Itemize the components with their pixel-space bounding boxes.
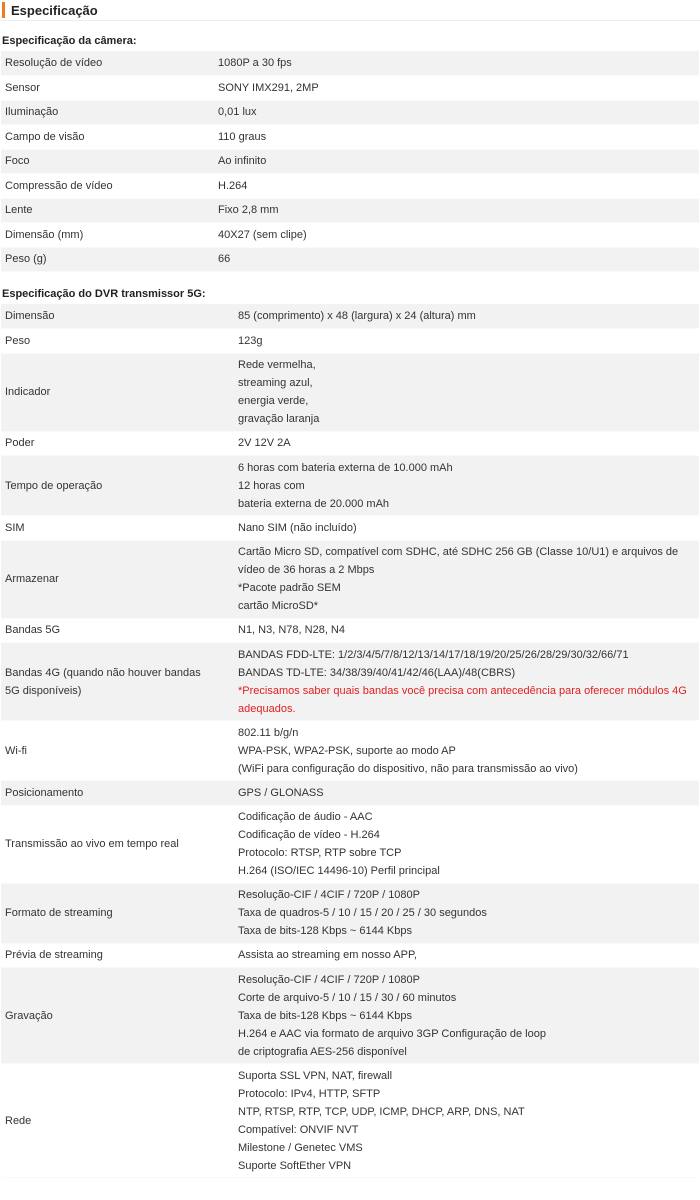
table-row bbox=[1, 943, 699, 968]
spec-value-line: BANDAS TD-LTE: 34/38/39/40/41/42/46(LAA)/48(CBRS) bbox=[238, 666, 516, 679]
spec-value: 1080P a 30 fps bbox=[210, 51, 699, 76]
spec-value-line: Suporte SoftEther VPN bbox=[238, 1159, 352, 1172]
spec-value-line: gravação laranja bbox=[238, 413, 320, 425]
spec-value: 110 graus bbox=[210, 125, 699, 150]
table-row bbox=[1, 883, 699, 943]
spec-value-line: Nano SIM (não incluído) bbox=[238, 521, 357, 534]
spec-value-line: N1, N3, N78, N28, N4 bbox=[238, 624, 345, 637]
spec-value-line: streaming azul, bbox=[238, 377, 313, 389]
spec-label: Dimensão bbox=[1, 304, 230, 329]
spec-value: 0,01 lux bbox=[210, 100, 699, 125]
table-row bbox=[1, 100, 699, 125]
spec-value-line: Cartão Micro SD, compatível com SDHC, até SDHC 256 GB (Classe 10/U1) e arquivos de bbox=[238, 546, 679, 558]
table-row bbox=[1, 781, 699, 806]
spec-value bbox=[230, 805, 699, 883]
spec-value bbox=[230, 618, 699, 643]
table-row bbox=[1, 353, 699, 431]
spec-value-line: bateria externa de 20.000 mAh bbox=[238, 497, 390, 510]
spec-value-line: Suporta SSL VPN, NAT, firewall bbox=[238, 1069, 393, 1082]
spec-value-line: 85 (comprimento) x 48 (largura) x 24 (altura) mm bbox=[238, 310, 476, 322]
table-row bbox=[1, 968, 699, 1064]
spec-value-line: WPA-PSK, WPA2-PSK, suporte ao modo AP bbox=[238, 744, 456, 757]
table-row bbox=[1, 618, 699, 643]
spec-label: Foco bbox=[1, 149, 210, 174]
spec-value-line: Milestone / Genetec VMS bbox=[238, 1141, 363, 1154]
spec-value-line: cartão MicroSD* bbox=[238, 600, 319, 612]
spec-value bbox=[230, 353, 699, 431]
table-row bbox=[1, 76, 699, 101]
table-row bbox=[1, 329, 699, 354]
spec-value bbox=[230, 540, 699, 618]
spec-label: Iluminação bbox=[1, 100, 210, 125]
dvr-spec-table bbox=[1, 304, 699, 1178]
spec-value-line: Compatível: ONVIF NVT bbox=[238, 1123, 359, 1136]
camera-spec-table bbox=[1, 51, 699, 272]
spec-value-line: Assista ao streaming em nosso APP, bbox=[238, 949, 417, 962]
spec-value bbox=[230, 781, 699, 806]
spec-value-line: H.264 e AAC via formato de arquivo 3GP Configuração de loop bbox=[238, 1027, 546, 1040]
spec-value bbox=[230, 721, 699, 781]
table-row bbox=[1, 223, 699, 248]
spec-value bbox=[230, 883, 699, 943]
table-row bbox=[1, 721, 699, 781]
spec-value-line: Taxa de bits-128 Kbps ~ 6144 Kbps bbox=[238, 925, 412, 937]
spec-value bbox=[230, 968, 699, 1064]
spec-value-line: energia verde, bbox=[238, 395, 309, 407]
spec-value: H.264 bbox=[210, 174, 699, 199]
spec-label: Compressão de vídeo bbox=[1, 174, 210, 199]
title-accent-bar bbox=[2, 2, 5, 18]
spec-value-line: 12 horas com bbox=[238, 479, 305, 492]
spec-label: Dimensão (mm) bbox=[1, 223, 210, 248]
spec-value-line: *Pacote padrão SEM bbox=[238, 582, 341, 594]
spec-label: Peso (g) bbox=[1, 247, 210, 272]
table-row bbox=[1, 174, 699, 199]
spec-label: Gravação bbox=[1, 968, 230, 1064]
spec-value: 40X27 (sem clipe) bbox=[210, 223, 699, 248]
spec-value-line: Resolução-CIF / 4CIF / 720P / 1080P bbox=[238, 973, 420, 986]
spec-value-line: Corte de arquivo-5 / 10 / 15 / 30 / 60 minutos bbox=[238, 991, 457, 1004]
spec-label: Resolução de vídeo bbox=[1, 51, 210, 76]
table-row bbox=[1, 805, 699, 883]
spec-value: Ao infinito bbox=[210, 149, 699, 174]
spec-value-line: Codificação de vídeo - H.264 bbox=[238, 829, 380, 841]
table-row bbox=[1, 149, 699, 174]
table-row bbox=[1, 1064, 699, 1178]
spec-label: SIM bbox=[1, 516, 230, 541]
spec-value-line: Protocolo: IPv4, HTTP, SFTP bbox=[238, 1087, 381, 1100]
table-row bbox=[1, 247, 699, 272]
spec-value: Fixo 2,8 mm bbox=[210, 198, 699, 223]
spec-value bbox=[230, 456, 699, 516]
spec-label: Prévia de streaming bbox=[1, 943, 230, 968]
spec-value-line: Rede vermelha, bbox=[238, 359, 316, 371]
spec-label: Transmissão ao vivo em tempo real bbox=[1, 805, 230, 883]
spec-label: Campo de visão bbox=[1, 125, 210, 150]
spec-value-line: Taxa de bits-128 Kbps ~ 6144 Kbps bbox=[238, 1009, 412, 1022]
spec-label: Armazenar bbox=[1, 540, 230, 618]
spec-label: Bandas 4G (quando não houver bandas 5G disponíveis) bbox=[1, 643, 230, 721]
spec-label: Lente bbox=[1, 198, 210, 223]
spec-value-line: BANDAS FDD-LTE: 1/2/3/4/5/7/8/12/13/14/17/18/19/20/25/26/28/29/30/32/66/71 bbox=[238, 648, 629, 661]
spec-value bbox=[230, 431, 699, 456]
table-row bbox=[1, 125, 699, 150]
spec-label: Bandas 5G bbox=[1, 618, 230, 643]
table-row bbox=[1, 516, 699, 541]
table-row bbox=[1, 198, 699, 223]
spec-value-line: Taxa de quadros-5 / 10 / 15 / 20 / 25 / 30 segundos bbox=[238, 907, 487, 919]
table-row bbox=[1, 304, 699, 329]
spec-label: Posicionamento bbox=[1, 781, 230, 806]
spec-label: Rede bbox=[1, 1064, 230, 1178]
spec-value-line: 123g bbox=[238, 334, 263, 347]
spec-value-line: de criptografia AES-256 disponível bbox=[238, 1045, 407, 1058]
spec-value-line: 802.11 b/g/n bbox=[238, 726, 299, 739]
spec-value bbox=[230, 304, 699, 329]
spec-value bbox=[230, 329, 699, 354]
spec-value-line: Codificação de áudio - AAC bbox=[238, 811, 373, 823]
spec-label: Sensor bbox=[1, 76, 210, 101]
camera-spec-heading: Especificação da câmera: bbox=[2, 35, 137, 47]
spec-value: 66 bbox=[210, 247, 699, 272]
table-row bbox=[1, 51, 699, 76]
page-title: Especificação bbox=[11, 2, 98, 18]
spec-label: Tempo de operação bbox=[1, 456, 230, 516]
spec-value bbox=[230, 516, 699, 541]
spec-value-line: vídeo de 36 horas a 2 Mbps bbox=[238, 564, 375, 576]
spec-value bbox=[230, 943, 699, 968]
table-row bbox=[1, 540, 699, 618]
spec-value-line: 6 horas com bateria externa de 10.000 mAh bbox=[238, 461, 453, 474]
spec-value-line: NTP, RTSP, RTP, TCP, UDP, ICMP, DHCP, ARP, DNS, NAT bbox=[238, 1105, 525, 1118]
dvr-spec-heading: Especificação do DVR transmissor 5G: bbox=[2, 288, 206, 300]
table-row bbox=[1, 456, 699, 516]
spec-value bbox=[230, 643, 699, 721]
spec-value-line: GPS / GLONASS bbox=[238, 786, 324, 799]
spec-value-line: (WiFi para configuração do dispositivo, não para transmissão ao vivo) bbox=[238, 762, 578, 775]
band-notice: *Precisamos saber quais bandas você precisa com antecedência para oferecer módulos 4G adequados. bbox=[238, 684, 687, 715]
spec-value-line: Protocolo: RTSP, RTP sobre TCP bbox=[238, 847, 402, 859]
spec-title-bar bbox=[0, 0, 700, 21]
spec-value-line: 2V 12V 2A bbox=[238, 437, 291, 450]
spec-value-line: Resolução-CIF / 4CIF / 720P / 1080P bbox=[238, 889, 420, 901]
spec-label: Formato de streaming bbox=[1, 883, 230, 943]
spec-value-line: H.264 (ISO/IEC 14496-10) Perfil principal bbox=[238, 865, 440, 877]
spec-label: Wi-fi bbox=[1, 721, 230, 781]
spec-label: Indicador bbox=[1, 353, 230, 431]
spec-value: SONY IMX291, 2MP bbox=[210, 76, 699, 101]
spec-label: Peso bbox=[1, 329, 230, 354]
spec-value bbox=[230, 1064, 699, 1178]
table-row bbox=[1, 431, 699, 456]
table-row bbox=[1, 643, 699, 721]
spec-label: Poder bbox=[1, 431, 230, 456]
